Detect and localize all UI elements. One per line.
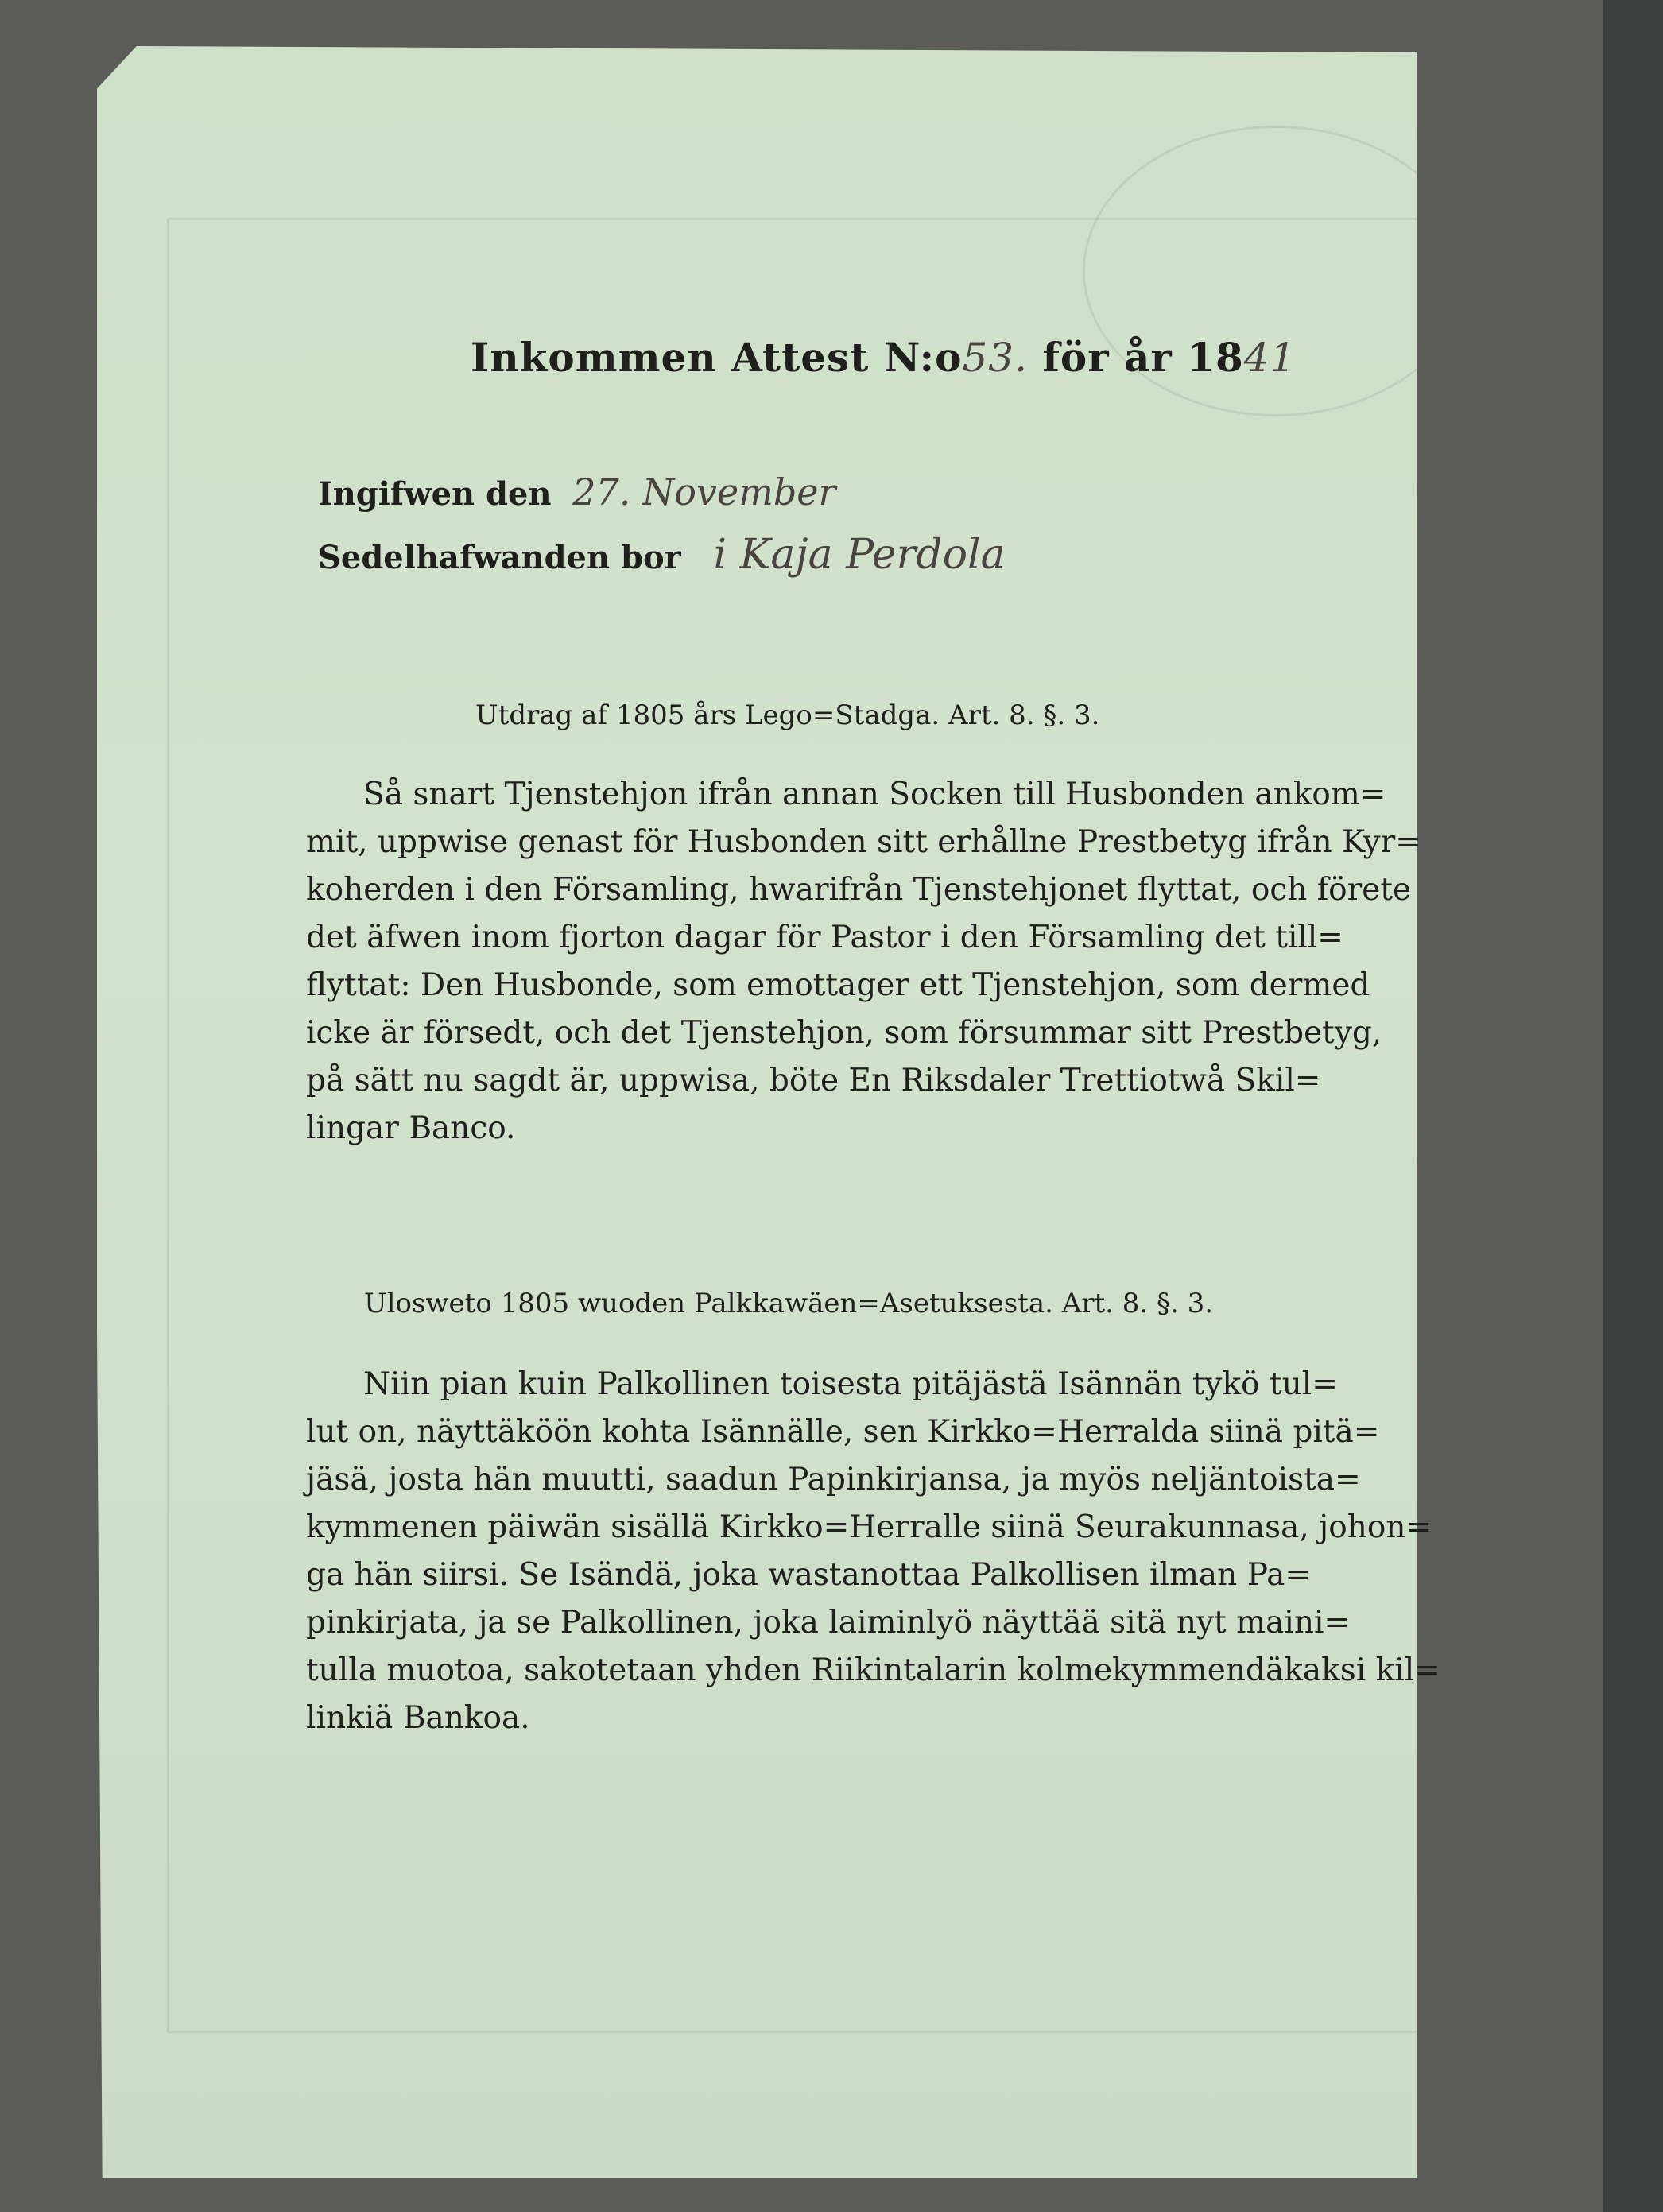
swedish-heading: Utdrag af 1805 års Lego=Stadga. Art. 8. §. 3.	[475, 699, 1100, 731]
title-no: N:o	[883, 334, 963, 381]
finnish-line: Niin pian kuin Palkollinen toisesta pitäjästä Isännän tykö tul=	[363, 1366, 1338, 1402]
finnish-line: lut on, näyttäköön kohta Isännälle, sen Kirkko=Herralda siinä pitä=	[306, 1414, 1380, 1450]
swedish-line: flyttat: Den Husbonde, som emottager ett Tjenstehjon, som dermed	[306, 967, 1370, 1003]
finnish-line: jäsä, josta hän muutti, saadun Papinkirjansa, ja myös neljäntoista=	[306, 1462, 1361, 1497]
finnish-paragraph	[306, 1361, 1440, 1742]
finnish-heading: Ulosweto 1805 wuoden Palkkawäen=Asetuksesta. Art. 8. §. 3.	[364, 1288, 1214, 1319]
finnish-line: ga hän siirsi. Se Isändä, joka wastanottaa Palkollisen ilman Pa=	[306, 1557, 1312, 1593]
finnish-line: pinkirjata, ja se Palkollinen, joka laiminlyö näyttää sitä nyt maini=	[306, 1605, 1351, 1641]
finnish-line: kymmenen päiwän sisällä Kirkko=Herralle siinä Seurakunnasa, johon=	[306, 1509, 1432, 1545]
title-prefix: Inkommen	[471, 334, 717, 381]
swedish-line: koherden i den Församling, hwarifrån Tjenstehjonet flyttat, och förete	[306, 872, 1412, 908]
swedish-line: det äfwen inom fjorton dagar för Pastor i den Församling det till=	[306, 920, 1343, 955]
document-title	[471, 334, 1296, 381]
swedish-line: lingar Banco.	[306, 1110, 516, 1146]
mount-board-edge	[1603, 0, 1663, 2212]
swedish-line: Så snart Tjenstehjon ifrån annan Socken till Husbonden ankom=	[363, 777, 1386, 812]
field-ingifwen	[318, 471, 836, 513]
title-for-year: för år	[1042, 334, 1173, 381]
field-ingifwen-value: 27. November	[572, 471, 836, 513]
field-bor-label: Sedelhafwanden bor	[318, 539, 681, 576]
finnish-line: linkiä Bankoa.	[306, 1700, 530, 1736]
swedish-line: icke är försedt, och det Tjenstehjon, som försummar sitt Prestbetyg,	[306, 1015, 1382, 1051]
swedish-line: på sätt nu sagdt är, uppwisa, böte En Riksdaler Trettiotwå Skil=	[306, 1063, 1321, 1098]
title-attest: Attest	[731, 334, 870, 381]
field-bor-value: i Kaja Perdola	[713, 531, 1006, 579]
field-ingifwen-label: Ingifwen den	[318, 475, 552, 513]
field-bor	[318, 531, 1006, 579]
title-year-handwritten: 41	[1243, 335, 1297, 381]
title-number-handwritten: 53.	[962, 335, 1028, 381]
title-year-printed: 18	[1187, 334, 1244, 381]
finnish-line: tulla muotoa, sakotetaan yhden Riikintalarin kolmekymmendäkaksi kil=	[306, 1652, 1440, 1688]
swedish-paragraph	[306, 771, 1421, 1152]
swedish-line: mit, uppwise genast för Husbonden sitt erhållne Prestbetyg ifrån Kyr=	[306, 824, 1421, 860]
